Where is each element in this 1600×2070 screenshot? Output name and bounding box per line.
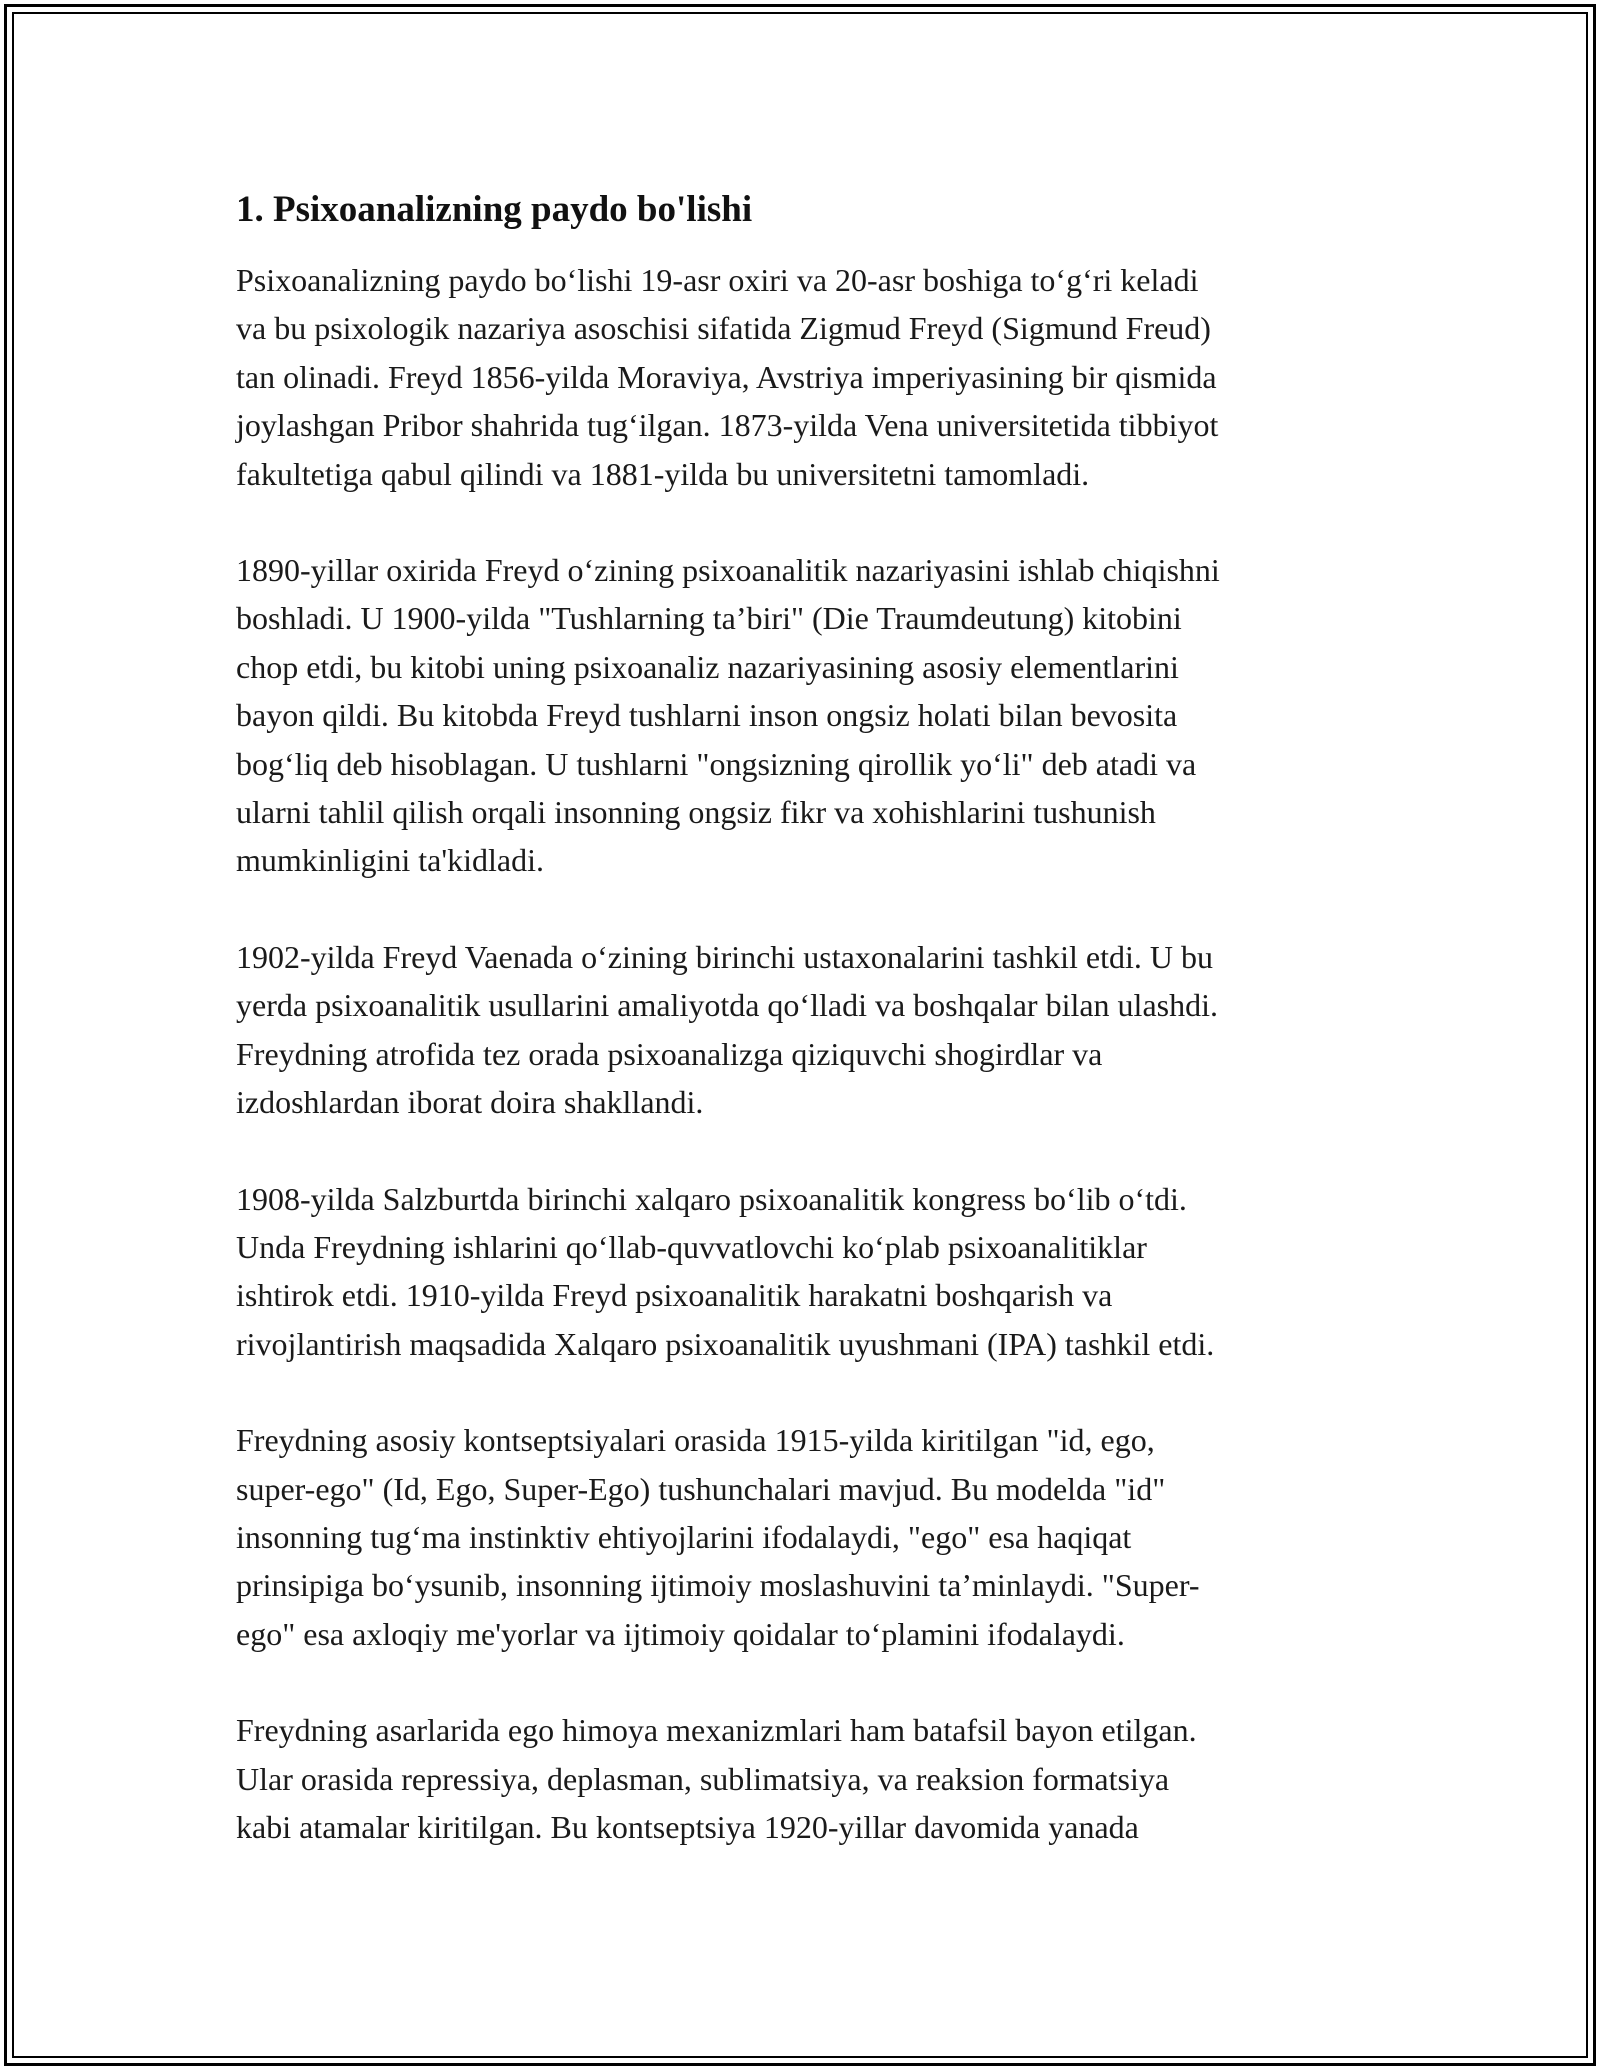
paragraph-defense-mechanisms — [236, 1706, 1386, 1851]
text-line: boshladi. U 1900-yilda "Tushlarning ta’biri" (Die Traumdeutung) kitobini — [236, 600, 1182, 637]
text-line: rivojlantirish maqsadida Xalqaro psixoanalitik uyushmani (IPA) tashkil etdi. — [236, 1325, 1215, 1362]
text-line: Psixoanalizning paydo bo‘lishi 19-asr oxiri va 20-asr boshiga to‘g‘ri keladi — [236, 262, 1199, 298]
text-line: kabi atamalar kiritilgan. Bu kontseptsiya 1920-yillar davomida yanada — [236, 1808, 1139, 1845]
paragraph-dream-interpretation — [236, 546, 1386, 885]
text-line: Freydning asarlarida ego himoya mexanizmlari ham batafsil bayon etilgan. — [236, 1712, 1197, 1749]
document-body — [236, 186, 1386, 1899]
text-line: 1902-yilda Freyd Vaenada o‘zining birinchi ustaxonalarini tashkil etdi. U bu — [236, 938, 1213, 975]
text-line: ularni tahlil qilish orqali insonning ongsiz fikr va xohishlarini tushunish — [236, 794, 1156, 831]
text-line: bayon qildi. Bu kitobda Freyd tushlarni inson ongsiz holati bilan bevosita — [236, 697, 1178, 734]
text-line: super-ego" (Id, Ego, Super-Ego) tushunchalari mavjud. Bu modelda "id" — [236, 1470, 1166, 1507]
text-line: Freydning asosiy kontseptsiyalari orasida 1915-yilda kiritilgan "id, ego, — [236, 1422, 1155, 1459]
paragraph-id-ego-superego — [236, 1416, 1386, 1658]
text-line: ego" esa axloqiy me'yorlar va ijtimoiy qoidalar to‘plamini ifodalaydi. — [236, 1615, 1125, 1652]
text-line: mumkinligini ta'kidladi. — [236, 842, 544, 879]
text-line: 1890-yillar oxirida Freyd o‘zining psixoanalitik nazariyasini ishlab chiqishni — [236, 552, 1220, 589]
text-line: chop etdi, bu kitobi uning psixoanaliz nazariyasining asosiy elementlarini — [236, 648, 1179, 685]
section-heading: 1. Psixoanalizning paydo bo'lishi — [236, 189, 753, 230]
text-line: va bu psixologik nazariya asoschisi sifatida Zigmud Freyd (Sigmund Freud) — [236, 310, 1211, 347]
text-line: yerda psixoanalitik usullarini amaliyotda qo‘lladi va boshqalar bilan ulashdi. — [236, 987, 1218, 1024]
text-line: izdoshlardan iborat doira shakllandi. — [236, 1084, 704, 1121]
text-line: tan olinadi. Freyd 1856-yilda Moraviya, Avstriya imperiyasining bir qismida — [236, 358, 1217, 395]
paragraph-origin — [236, 256, 1386, 498]
text-line: prinsipiga bo‘ysunib, insonning ijtimoiy moslashuvini ta’minlaydi. "Super- — [236, 1567, 1200, 1604]
text-line: Unda Freydning ishlarini qo‘llab-quvvatlovchi ko‘plab psixoanalitiklar — [236, 1228, 1147, 1265]
paragraph-workshops — [236, 933, 1386, 1127]
paragraph-congress — [236, 1175, 1386, 1369]
text-line: bog‘liq deb hisoblagan. U tushlarni "ongsizning qirollik yo‘li" deb atadi va — [236, 745, 1197, 782]
text-line: 1908-yilda Salzburtda birinchi xalqaro psixoanalitik kongress bo‘lib o‘tdi. — [236, 1180, 1187, 1217]
text-line: fakultetiga qabul qilindi va 1881-yilda bu universitetni tamomladi. — [236, 455, 1090, 492]
text-line: ishtirok etdi. 1910-yilda Freyd psixoanalitik harakatni boshqarish va — [236, 1277, 1113, 1314]
text-line: joylashgan Pribor shahrida tug‘ilgan. 1873-yilda Vena universitetida tibbiyot — [236, 407, 1219, 444]
text-line: Ular orasida repressiya, deplasman, sublimatsiya, va reaksion formatsiya — [236, 1760, 1170, 1797]
text-line: insonning tug‘ma instinktiv ehtiyojlarini ifodalaydi, "ego" esa haqiqat — [236, 1518, 1132, 1555]
text-line: Freydning atrofida tez orada psixoanalizga qiziquvchi shogirdlar va — [236, 1035, 1103, 1072]
